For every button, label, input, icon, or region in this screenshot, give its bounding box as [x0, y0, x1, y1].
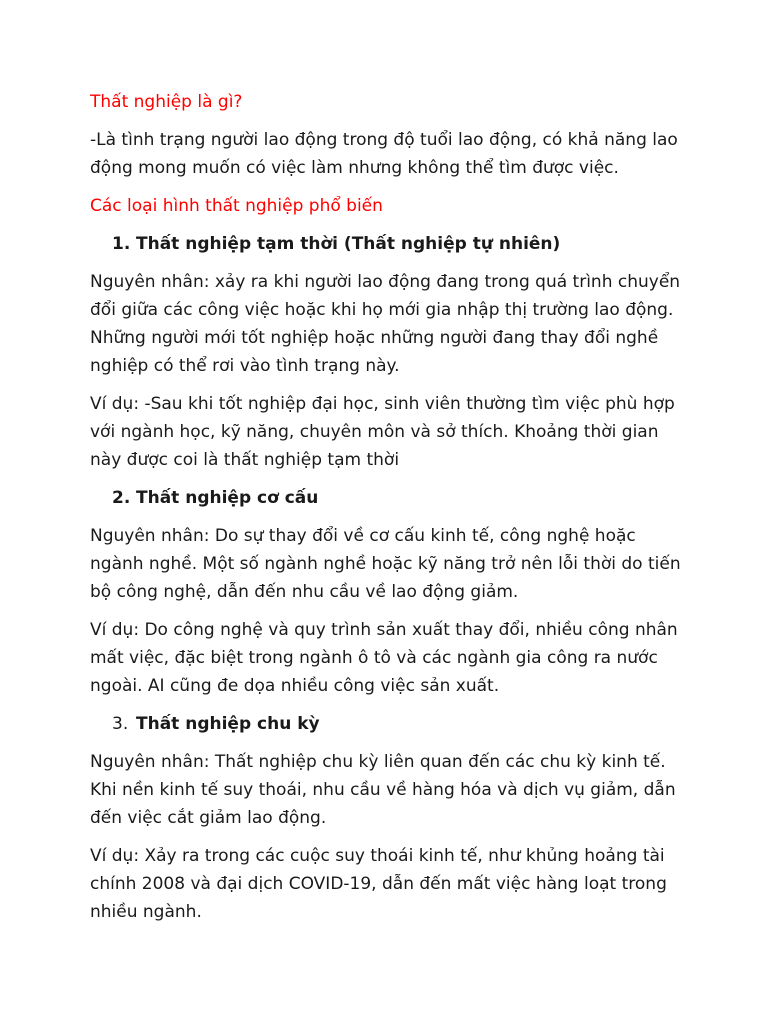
- definition-paragraph: -Là tình trạng người lao động trong độ tuổi lao động, có khả năng lao động mong muốn có việc làm nhưng không thể tìm được việc.: [90, 130, 678, 178]
- cause-paragraph: Nguyên nhân: Do sự thay đổi về cơ cấu kinh tế, công nghệ hoặc ngành nghề. Một số ngành nghề hoặc kỹ năng trở nên lỗi thời do tiến bộ công nghệ, dẫn đến nhu cầu về lao động giảm.: [90, 526, 681, 602]
- document-page: [90, 88, 690, 936]
- section-number: 1.: [112, 234, 131, 254]
- types-heading: Các loại hình thất nghiệp phổ biến: [90, 196, 383, 216]
- section-number: 2.: [112, 488, 131, 508]
- section-title: Thất nghiệp chu kỳ: [136, 714, 320, 734]
- example-paragraph: Ví dụ: Xảy ra trong các cuộc suy thoái kinh tế, như khủng hoảng tài chính 2008 và đại dịch COVID-19, dẫn đến mất việc hàng loạt trong nhiều ngành.: [90, 846, 667, 922]
- section-number: 3.: [112, 714, 129, 734]
- document-title: Thất nghiệp là gì?: [90, 92, 243, 112]
- section-heading-2: [90, 484, 690, 512]
- cause-paragraph: Nguyên nhân: xảy ra khi người lao động đang trong quá trình chuyển đổi giữa các công việc hoặc khi họ mới gia nhập thị trường lao động. Những người mới tốt nghiệp hoặc những người đang thay đổi nghề nghiệp có thể rơi vào tình trạng này.: [90, 272, 681, 376]
- section-title: Thất nghiệp tạm thời (Thất nghiệp tự nhiên): [136, 234, 561, 254]
- section-heading-3: [90, 710, 690, 738]
- example-paragraph: Ví dụ: Do công nghệ và quy trình sản xuất thay đổi, nhiều công nhân mất việc, đặc biệt trong ngành ô tô và các ngành gia công ra nước ngoài. AI cũng đe dọa nhiều công việc sản xuất.: [90, 620, 678, 696]
- cause-paragraph: Nguyên nhân: Thất nghiệp chu kỳ liên quan đến các chu kỳ kinh tế. Khi nền kinh tế suy thoái, nhu cầu về hàng hóa và dịch vụ giảm, dẫn đến việc cắt giảm lao động.: [90, 752, 676, 828]
- section-heading-1: [90, 230, 690, 258]
- section-title: Thất nghiệp cơ cấu: [136, 488, 319, 508]
- example-paragraph: Ví dụ: -Sau khi tốt nghiệp đại học, sinh viên thường tìm việc phù hợp với ngành học, kỹ năng, chuyên môn và sở thích. Khoảng thời gian này được coi là thất nghiệp tạm thời: [90, 394, 675, 470]
